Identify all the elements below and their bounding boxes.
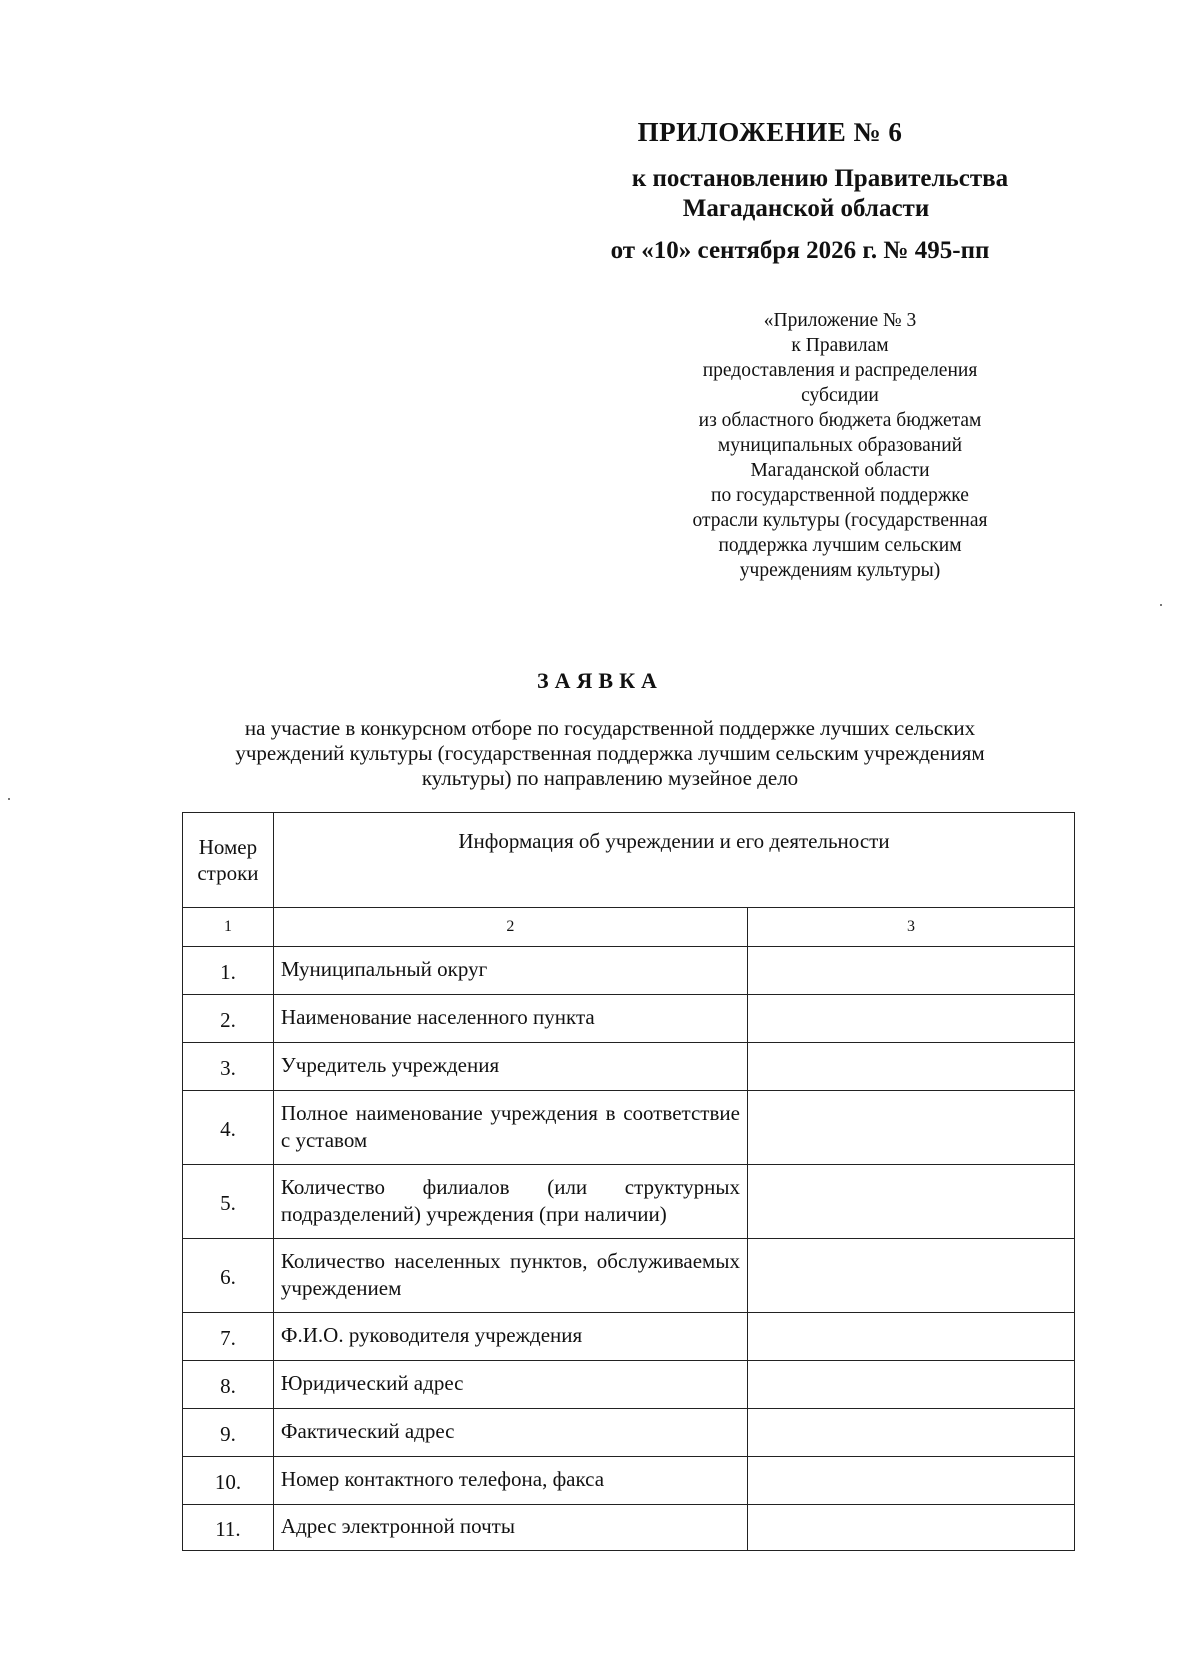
table-row — [183, 1409, 1075, 1457]
application-form-table — [182, 812, 1075, 1551]
application-title: ЗАЯВКА — [537, 668, 663, 693]
rules-line: поддержка лучшим сельским — [718, 535, 962, 556]
rules-reference — [660, 308, 1020, 583]
appendix-resolution-line: к постановлению Правительства — [631, 165, 1009, 192]
table-row — [183, 1313, 1075, 1361]
table-header-row — [183, 813, 1075, 908]
rules-line: «Приложение № 3 — [763, 310, 917, 331]
row-number: 6. — [183, 1239, 274, 1313]
rules-line: учреждениям культуры) — [739, 560, 941, 581]
row-label: Адрес электронной почты — [273, 1505, 747, 1551]
rules-line: по государственной поддержке — [711, 485, 969, 506]
table-row — [183, 1239, 1075, 1313]
row-value-field[interactable] — [747, 995, 1074, 1043]
row-label: Количество населенных пунктов, обслуживаемых учреждением — [273, 1239, 747, 1313]
row-value-field[interactable] — [747, 1239, 1074, 1313]
column-index: 3 — [747, 908, 1074, 947]
row-value-field[interactable] — [747, 1043, 1074, 1091]
row-label: Фактический адрес — [273, 1409, 747, 1457]
row-value-field[interactable] — [747, 1505, 1074, 1551]
row-number: 10. — [183, 1457, 274, 1505]
table-row — [183, 1091, 1075, 1165]
row-label: Наименование населенного пункта — [273, 995, 747, 1043]
row-value-field[interactable] — [747, 1091, 1074, 1165]
table-row — [183, 1043, 1075, 1091]
row-label: Юридический адрес — [273, 1361, 747, 1409]
header-info: Информация об учреждении и его деятельности — [273, 813, 1074, 908]
column-index: 1 — [183, 908, 274, 947]
subtitle-line: учреждений культуры (государственная поддержка лучшим сельским учреждениям — [235, 741, 985, 765]
row-label: Номер контактного телефона, факса — [273, 1457, 747, 1505]
row-number: 2. — [183, 995, 274, 1043]
table-row — [183, 995, 1075, 1043]
scan-speck — [8, 798, 10, 800]
row-number: 9. — [183, 1409, 274, 1457]
rules-line: к Правилам — [791, 335, 889, 356]
table-row — [183, 1457, 1075, 1505]
row-value-field[interactable] — [747, 1409, 1074, 1457]
subtitle-line: культуры) по направлению музейное дело — [421, 766, 799, 790]
scan-speck — [1160, 604, 1162, 606]
row-label: Учредитель учреждения — [273, 1043, 747, 1091]
row-label: Полное наименование учреждения в соответствие с уставом — [273, 1091, 747, 1165]
rules-line: Магаданской области — [750, 460, 930, 481]
table-row — [183, 1165, 1075, 1239]
row-value-field[interactable] — [747, 1165, 1074, 1239]
row-number: 7. — [183, 1313, 274, 1361]
row-label: Муниципальный округ — [273, 947, 747, 995]
rules-line: из областного бюджета бюджетам — [698, 410, 982, 431]
rules-line: субсидии — [801, 385, 879, 406]
row-number: 5. — [183, 1165, 274, 1239]
appendix-title: ПРИЛОЖЕНИЕ № 6 — [637, 117, 903, 147]
appendix-date-number: от «10» сентября 2026 г. № 495-пп — [610, 237, 990, 264]
rules-line: муниципальных образований — [717, 435, 963, 456]
row-value-field[interactable] — [747, 1457, 1074, 1505]
table-row — [183, 1505, 1075, 1551]
row-value-field[interactable] — [747, 1361, 1074, 1409]
row-number: 8. — [183, 1361, 274, 1409]
row-value-field[interactable] — [747, 947, 1074, 995]
row-label: Количество филиалов (или структурных подразделений) учреждения (при наличии) — [273, 1165, 747, 1239]
appendix-region-line: Магаданской области — [682, 195, 930, 222]
subtitle-line: на участие в конкурсном отборе по государственной поддержке лучших сельских — [244, 716, 976, 740]
column-index: 2 — [273, 908, 747, 947]
rules-line: отрасли культуры (государственная — [692, 510, 988, 531]
row-number: 3. — [183, 1043, 274, 1091]
row-value-field[interactable] — [747, 1313, 1074, 1361]
table-row — [183, 1361, 1075, 1409]
row-number: 11. — [183, 1505, 274, 1551]
row-label: Ф.И.О. руководителя учреждения — [273, 1313, 747, 1361]
rules-line: предоставления и распределения — [702, 360, 978, 381]
appendix-header — [560, 112, 1080, 266]
table-row — [183, 947, 1075, 995]
header-row-number: Номер строки — [183, 813, 274, 908]
row-number: 4. — [183, 1091, 274, 1165]
column-index-row — [183, 908, 1075, 947]
row-number: 1. — [183, 947, 274, 995]
application-subtitle — [170, 716, 1050, 791]
